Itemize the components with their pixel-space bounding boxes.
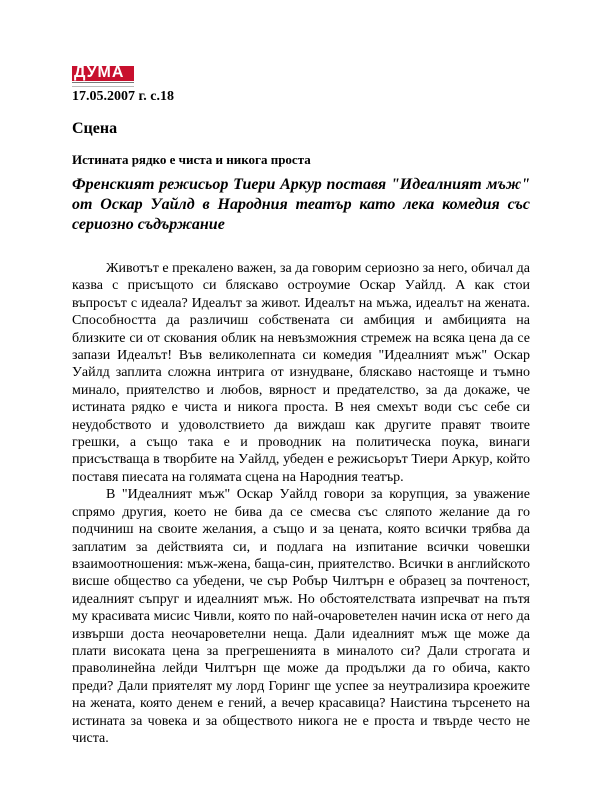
publication-date: 17.05.2007 г. с.18 [72,89,174,104]
paragraph: В "Идеалният мъж" Оскар Уайлд говори за корупция, за уважение спрямо другия, което не бива да се смесва със сляпото желание да го подчиниш на своите желания, а също и за цената, която всички трябва да заплатим за действията си, и подлага на изпитание всички човешки взаимоотношения: мъж-жена, баща-син, приятелство. Всички в английското висше общество са убедени, че сър Робър Чилтърн е образец за почтеност, идеалният съпруг и идеалният мъж. Но обстоятелствата изпречват на пътя му красивата мисис Чивли, която по най-очароветелен начин иска от него да извърши доста неочароветелни неща. Дали идеалният мъж ще може да плати високата цена за прегрешенията в миналото си? Дали строгата и праволинейна лейди Чилтърн ще може да продължи да го обича, както преди? Дали приятелят му лорд Горинг ще успее за неутрализира кроежите на жената, която денем е гений, а вечер красавица? Наистина търсенето на истината за човека и за обществото никога не е проста и твърде често не чиста. [72,487,530,746]
logo-underline [72,82,134,87]
article-headline: Истината рядко е чиста и никога проста [72,152,311,167]
article-subtitle: Френският режисьор Тиери Аркур поставя "Идеалният мъж" от Оскар Уайлд в Народния театър като лека комедия със сериозно съдържание [72,176,530,233]
paragraph: Животът е прекалено важен, за да говорим сериозно за него, обичал да казва с присъщото си бляскаво остроумие Оскар Уайлд. А как стои въпросът с идеала? Идеалът за живот. Идеалът на мъжа, идеалът на жената. Способността да различиш собствената си амбиция и амбицията на близките си от скования облик на невъзможния стремеж на всяка цена да се запази Идеалът! Във великолепната си комедия "Идеалният мъж" Оскар Уайлд заплита сложна интрига от изнудване, бляскаво настояще и тъмно минало, приятелство и любов, вярност и предателство, за да докаже, че истината рядко е чиста и никога проста. В нея смехът води със себе си неудобството и удоволствието да виждаш как другите правят твоите грешки, а също така е и проводник на политическа поука, винаги присъстваща в творбите на Уайлд, убеден е режисьорът Тиери Аркур, който поставя пиесата на голямата сцена на Народния театър. [72,261,530,485]
article-body [72,260,530,747]
newspaper-logo [72,66,134,86]
section-title: Сцена [72,120,118,137]
logo-text: ДУМА [74,64,125,81]
